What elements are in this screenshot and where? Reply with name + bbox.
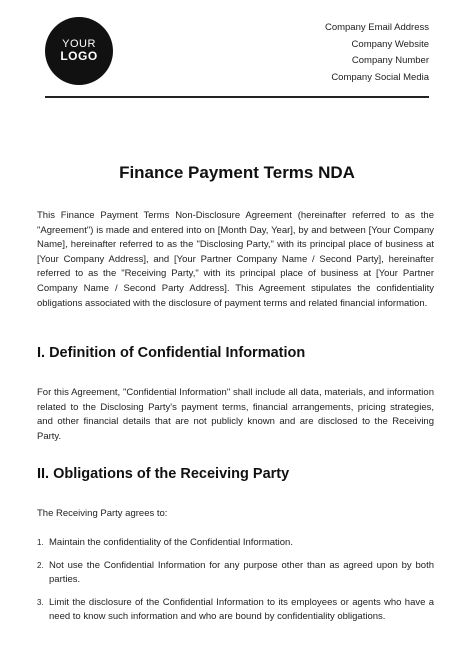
section-2-lead: The Receiving Party agrees to: xyxy=(37,508,168,519)
company-logo xyxy=(45,17,113,85)
section-1-paragraph: For this Agreement, "Confidential Information" shall include all data, materials, and information related to the Disclosing Party's payment terms, financial arrangements, pricing strategies, and other financial details that are not publicly known and are disclosed to the Receiving Party. xyxy=(37,387,434,442)
section-1-heading: I. Definition of Confidential Information xyxy=(37,345,306,361)
company-number: Company Number xyxy=(351,55,429,66)
logo-text-line2: LOGO xyxy=(60,49,98,64)
header-divider xyxy=(45,96,429,98)
list-item-text: Maintain the confidentiality of the Confidential Information. xyxy=(49,537,293,548)
company-contact-block xyxy=(325,20,429,86)
list-item-text: Not use the Confidential Information for any purpose other than as agreed upon by both parties. xyxy=(49,559,434,586)
company-website: Company Website xyxy=(351,38,429,50)
company-social-media: Company Social Media xyxy=(331,71,429,83)
logo-text-line1: YOUR xyxy=(62,37,96,50)
list-item xyxy=(37,559,434,588)
list-item-text: Limit the disclosure of the Confidential Information to its employees or agents who have a need to know such information and who are bound by confidentiality obligations. xyxy=(49,596,434,623)
company-email: Company Email Address xyxy=(324,22,429,33)
list-number: 3. xyxy=(37,597,44,607)
list-number: 1. xyxy=(37,538,44,547)
list-item xyxy=(37,596,434,625)
list-item xyxy=(37,536,434,551)
intro-paragraph: This Finance Payment Terms Non-Disclosure Agreement (hereinafter referred to as the "Agreement") is made and entered into on [Month Day, Year], by and between [Your Company Name], hereinafter referred to as the "Disclosing Party," with its principal place of business at [Your Company Address], and [Your Partner Company Name / Second Party], hereinafter referred to as the "Receiving Party," with its principal place of business at [Your Partner Company Name / Second Party Address]. This Agreement stipulates the confidentiality obligations associated with the disclosure of payment terms and related financial information. xyxy=(37,210,434,309)
list-number: 2. xyxy=(37,560,44,570)
obligations-list xyxy=(37,536,434,625)
section-2-heading: II. Obligations of the Receiving Party xyxy=(37,466,290,482)
document-title: Finance Payment Terms NDA xyxy=(119,163,355,182)
